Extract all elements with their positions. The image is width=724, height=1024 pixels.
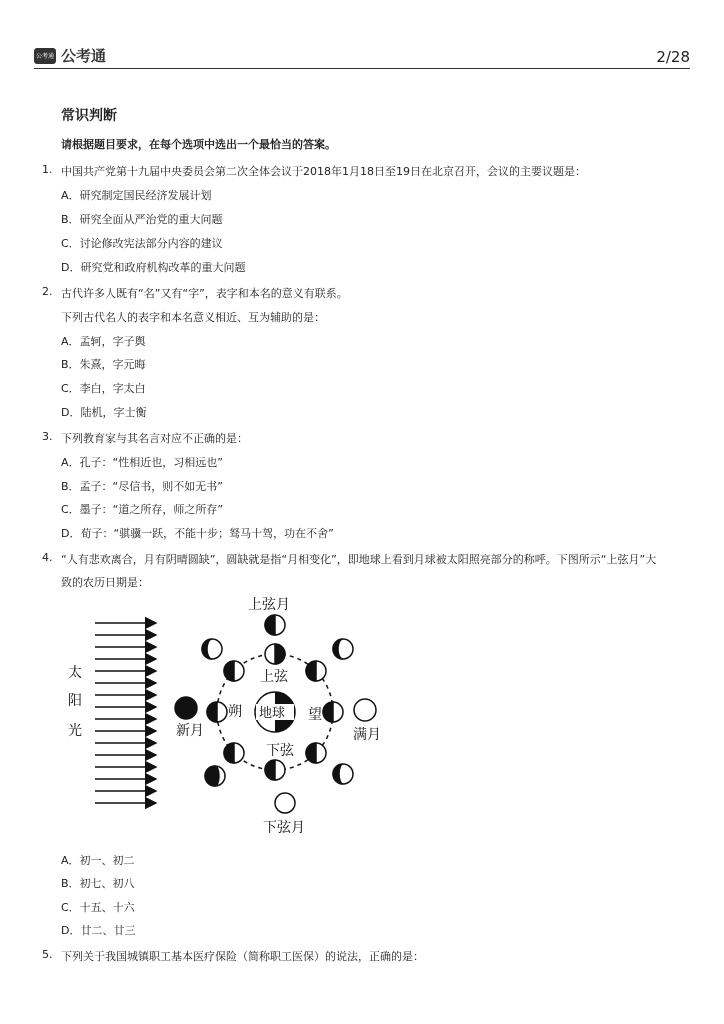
label-wang: 望 — [308, 707, 322, 723]
brand-logo — [34, 45, 106, 66]
question-number: 2. — [42, 285, 53, 298]
option-a: A．初一、初二 — [61, 854, 135, 867]
question-stem: 古代许多人既有“名”又有“字”，表字和本名的意义有联系。 — [61, 287, 348, 300]
label-first-quarter: 上弦 — [260, 669, 288, 685]
option-b: B．初七、初八 — [61, 877, 135, 890]
label-shuo: 朔 — [228, 704, 242, 720]
question-number: 5. — [42, 948, 53, 961]
option-c: C．李白，字太白 — [61, 382, 146, 395]
question-stem: 下列教育家与其名言对应不正确的是： — [61, 432, 248, 445]
label-full-moon: 满月 — [353, 727, 381, 743]
earth-label: 地球 — [259, 706, 286, 721]
option-a: A．研究制定国民经济发展计划 — [61, 189, 212, 202]
question-number: 1. — [42, 163, 53, 176]
label-new-moon: 新月 — [176, 723, 204, 739]
option-d: D．研究党和政府机构改革的重大问题 — [61, 261, 246, 274]
logo-text: 公考通 — [61, 47, 107, 65]
option-d: D．廿二、廿三 — [61, 924, 136, 937]
question-stem: 中国共产党第十九届中央委员会第二次全体会议于2018年1月18日至19日在北京召开，会议的主要议题是： — [61, 165, 586, 178]
sunlight-label-1: 太 — [68, 665, 82, 681]
question-number: 4. — [42, 551, 53, 564]
question-stem-line2: 下列古代名人的表字和本名意义相近、互为辅助的是： — [61, 311, 325, 324]
page-number: 2/28 — [656, 48, 690, 66]
logo-icon: 公考通 — [34, 48, 56, 64]
label-first-quarter-moon: 上弦月 — [248, 597, 290, 613]
option-b: B．朱熹，字元晦 — [61, 358, 146, 371]
question-number: 3. — [42, 430, 53, 443]
question-stem: 下列关于我国城镇职工基本医疗保险（简称职工医保）的说法，正确的是： — [61, 950, 424, 963]
option-c: C．十五、十六 — [61, 901, 135, 914]
sunlight-label-3: 光 — [68, 723, 82, 739]
section-title: 常识判断 — [61, 108, 117, 124]
option-d: D．荀子：“骐骥一跃，不能十步；驽马十驾，功在不舍” — [61, 527, 334, 540]
moon-phase-diagram — [60, 595, 390, 840]
label-last-quarter-moon: 下弦月 — [263, 820, 305, 836]
option-c: C．墨子：“道之所存，师之所存” — [61, 503, 224, 516]
option-b: B．研究全面从严治党的重大问题 — [61, 213, 223, 226]
option-c: C．讨论修改宪法部分内容的建议 — [61, 237, 223, 250]
label-last-quarter: 下弦 — [266, 743, 294, 759]
option-a: A．孔子：“性相近也，习相远也” — [61, 456, 223, 469]
sunlight-label-2: 阳 — [68, 693, 82, 709]
instruction-text: 请根据题目要求，在每个选项中选出一个最恰当的答案。 — [61, 138, 336, 151]
sunlight-arrows — [95, 623, 156, 803]
question-stem: “人有悲欢离合，月有阴晴圆缺”，圆缺就是指“月相变化”，即地球上看到月球被太阳照亮部分的称呼。下图所示“上弦月”大 — [61, 553, 657, 566]
option-b: B．孟子：“尽信书，则不如无书” — [61, 480, 223, 493]
question-stem-line2: 致的农历日期是： — [61, 576, 149, 589]
page-header — [34, 44, 690, 69]
option-a: A．孟轲，字子舆 — [61, 335, 146, 348]
option-d: D．陆机，字士衡 — [61, 406, 147, 419]
